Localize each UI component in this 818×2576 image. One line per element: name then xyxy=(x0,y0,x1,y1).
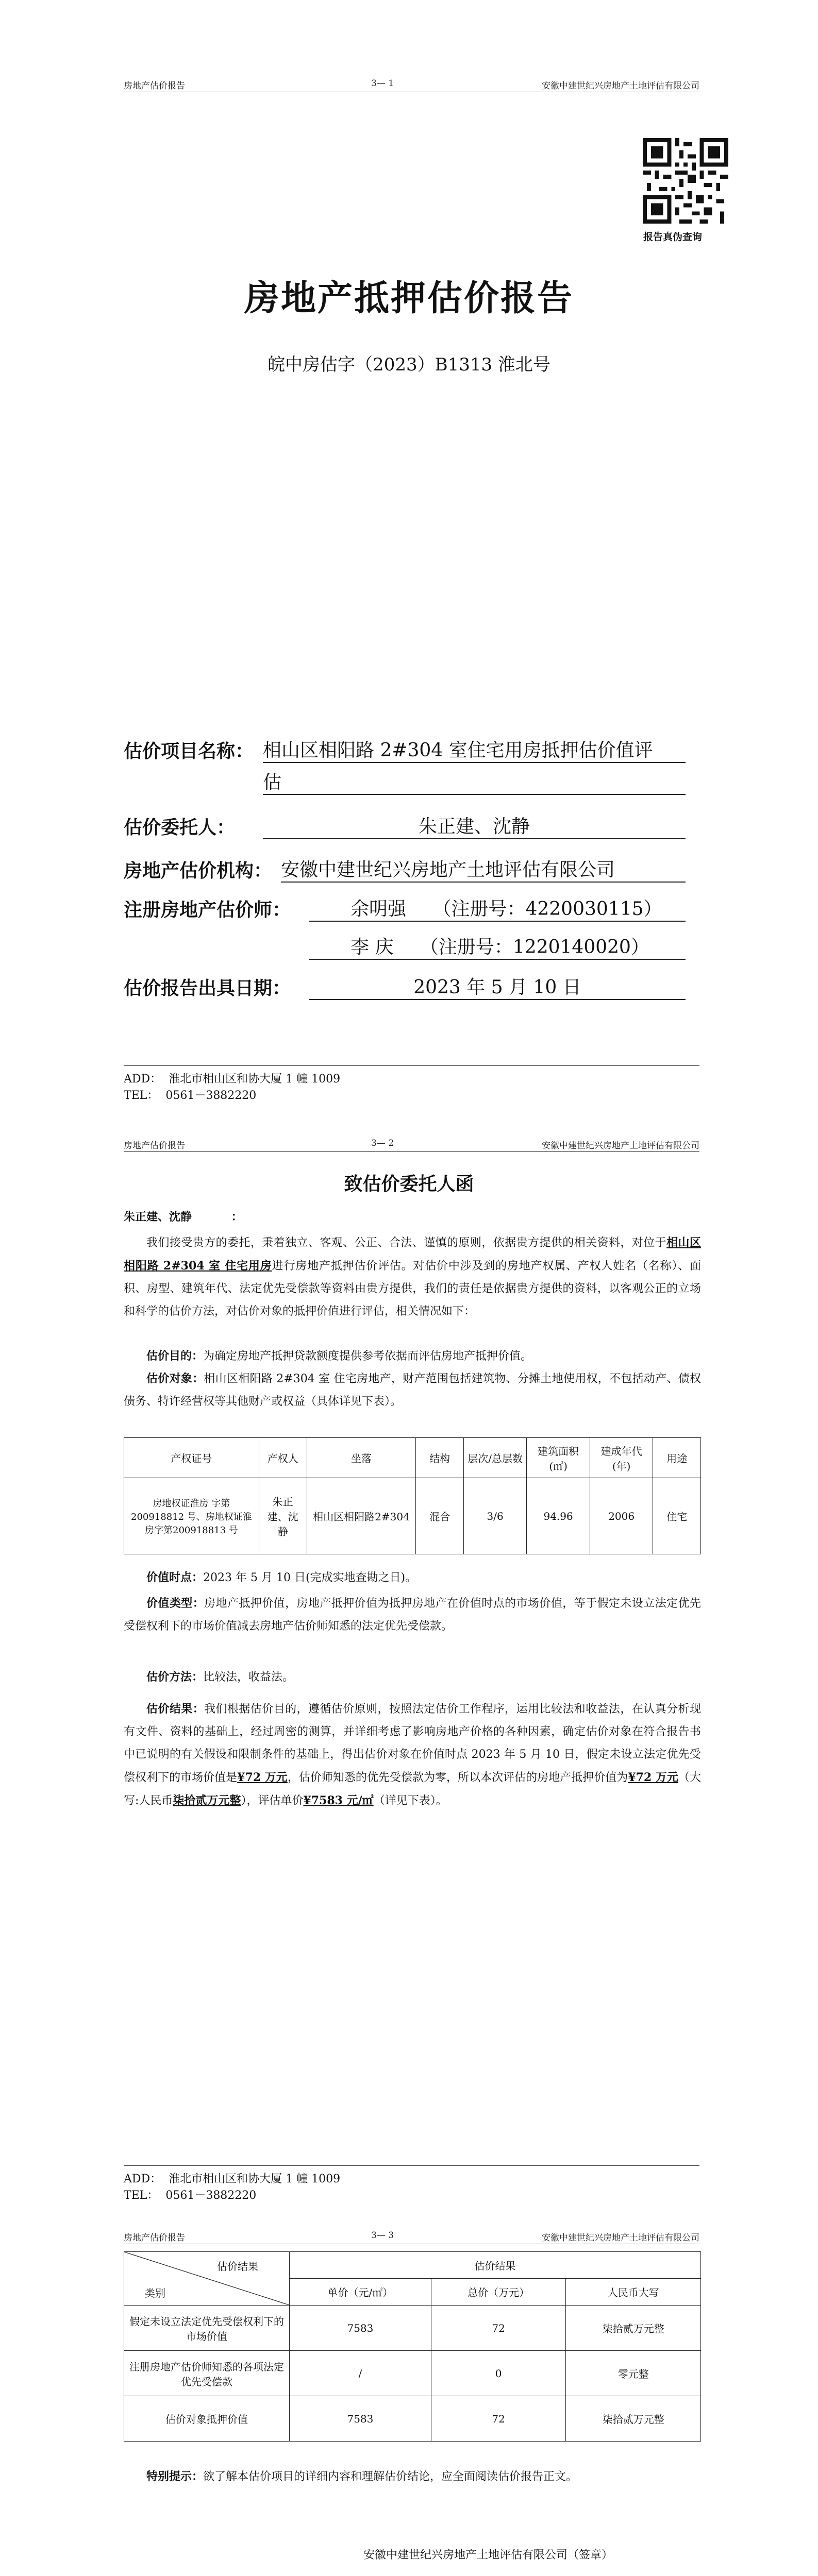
mortgage-value-amount: ¥72 万元 xyxy=(628,1771,678,1784)
header-page-number: 3— 1 xyxy=(371,78,394,89)
object-section xyxy=(124,1367,701,1413)
page-header xyxy=(124,76,699,92)
row-category: 注册房地产估价师知悉的各项法定优先受偿款 xyxy=(124,2351,290,2396)
amount-in-words: 柒拾贰万元整 xyxy=(173,1794,241,1807)
market-value-amount: ¥72 万元 xyxy=(237,1771,288,1784)
appraiser-2 xyxy=(309,933,686,960)
cell-use: 住宅 xyxy=(653,1478,701,1554)
row-category: 估价对象抵押价值 xyxy=(124,2396,290,2442)
page-results xyxy=(0,2200,818,2576)
appraiser-2-name: 李 庆 xyxy=(350,937,394,958)
row-total: 72 xyxy=(431,2306,566,2351)
footer-address: ADD： 淮北市相山区和协大厦 1 幢 1009 xyxy=(124,2173,341,2185)
value-date-label: 价值时点： xyxy=(146,1571,204,1584)
table-row xyxy=(124,2306,701,2351)
result-text-e: （详见下表）。 xyxy=(373,1794,447,1807)
property-table xyxy=(124,1437,701,1554)
col-header: 层次/总层数 xyxy=(463,1438,526,1478)
reminder-text: 欲了解本估价项目的详细内容和理解估价结论，应全面阅读估价报告正文。 xyxy=(203,2470,578,2483)
report-date-value: 2023 年 5 月 10 日 xyxy=(309,973,686,1000)
col-header: 坐落 xyxy=(307,1438,416,1478)
intro-text-a: 我们接受贵方的委托，秉着独立、客观、公正、合法、谨慎的原则，依据贵方提供的相关资料，对位于 xyxy=(146,1236,667,1249)
project-name-value: 相山区相阳路 2#304 室住宅用房抵押估价值评 xyxy=(263,736,686,763)
header-left: 房地产估价报告 xyxy=(124,81,185,91)
result-section xyxy=(124,1698,701,1812)
appraiser-1 xyxy=(309,894,686,922)
col-header: 产权证号 xyxy=(124,1438,259,1478)
sub-header-total: 总价（万元） xyxy=(431,2279,566,2306)
table-row xyxy=(124,2351,701,2396)
report-date-label: 估价报告出具日期： xyxy=(124,977,291,999)
col-header: 建成年代(年) xyxy=(590,1438,653,1478)
diag-top-label: 估价结果 xyxy=(217,2260,258,2273)
header-right: 安徽中建世纪兴房地产土地评估有限公司 xyxy=(542,1141,699,1151)
project-name-label: 估价项目名称： xyxy=(124,740,254,762)
qr-caption: 报告真伪查询 xyxy=(643,231,703,243)
header-right: 安徽中建世纪兴房地产土地评估有限公司 xyxy=(542,81,699,91)
cell-structure: 混合 xyxy=(416,1478,464,1554)
diag-bottom-label: 类别 xyxy=(145,2287,165,2299)
letter-title: 致估价委托人函 xyxy=(344,1173,474,1195)
header-page-number: 3— 2 xyxy=(371,1138,394,1148)
purpose-text: 为确定房地产抵押贷款额度提供参考依据而评估房地产抵押价值。 xyxy=(203,1350,532,1363)
page-footer xyxy=(124,1065,699,1104)
row-words: 零元整 xyxy=(566,2351,701,2396)
footer-phone: TEL： 0561－3882220 xyxy=(124,2189,257,2202)
row-total: 72 xyxy=(431,2396,566,2442)
client-label: 估价委托人： xyxy=(124,817,236,838)
row-words: 柒拾贰万元整 xyxy=(566,2396,701,2442)
property-address: 相山区相阳路 2#304 室 住宅用房 xyxy=(124,1236,701,1273)
method-text: 比较法，收益法。 xyxy=(203,1671,294,1684)
header-left: 房地产估价报告 xyxy=(124,2233,185,2243)
result-label: 估价结果： xyxy=(146,1702,205,1716)
cell-owner: 朱正建、沈静 xyxy=(259,1478,307,1554)
value-date-section xyxy=(124,1566,701,1589)
page-header xyxy=(124,2228,699,2244)
footer-phone: TEL： 0561－3882220 xyxy=(124,1089,257,1102)
appraiser-1-name: 余明强 xyxy=(350,899,407,920)
method-label: 估价方法： xyxy=(146,1670,204,1684)
header-left: 房地产估价报告 xyxy=(124,1141,185,1151)
result-text-a: 我们根据估价目的，遵循估价原则，按照法定估价工作程序，运用比较法和收益法，在认真分析现有文件、资料的基础上，经过周密的测算，并详细考虑了影响房地产价格的各种因素，确定估价对象在符合报告书中已说明的有关假设和限制条件的基础上，得出估价对象在价值时点 2023 年 5 月 10 日，假定未设立法定优先受偿权利下的市场价值是 xyxy=(124,1703,701,1784)
value-date-text: 2023 年 5 月 10 日(完成实地查勘之日)。 xyxy=(203,1571,417,1584)
row-unit-price: 7583 xyxy=(290,2396,431,2442)
company-signature: 安徽中建世纪兴房地产土地评估有限公司（签章） xyxy=(363,2549,613,2562)
object-text: 相山区相阳路 2#304 室 住宅房地产，财产范围包括建筑物、分摊土地使用权，不包括动产、债权债务、特许经营权等其他财产或权益（具体详见下表）。 xyxy=(124,1372,701,1408)
page-footer xyxy=(124,2165,699,2204)
cell-cert-no: 房地权证淮房 字第200918812 号、房地权证淮房字第200918813 号 xyxy=(124,1478,259,1554)
col-header: 建筑面积(㎡) xyxy=(527,1438,590,1478)
unit-price: ¥7583 元/㎡ xyxy=(303,1794,374,1807)
cell-year: 2006 xyxy=(590,1478,653,1554)
client-value: 朱正建、沈静 xyxy=(263,812,686,839)
page-letter xyxy=(0,1100,818,2200)
agency-value: 安徽中建世纪兴房地产土地评估有限公司 xyxy=(281,855,686,883)
letter-salutation: 朱正建、沈静 ： xyxy=(124,1210,243,1224)
special-reminder xyxy=(124,2465,701,2488)
footer-address: ADD： 淮北市相山区和协大厦 1 幢 1009 xyxy=(124,1073,341,1086)
col-header: 用途 xyxy=(653,1438,701,1478)
page-cover xyxy=(0,0,818,1100)
object-label: 估价对象： xyxy=(146,1372,204,1385)
value-type-section xyxy=(124,1592,701,1638)
purpose-section xyxy=(124,1345,701,1368)
col-header: 结构 xyxy=(416,1438,464,1478)
group-header: 估价结果 xyxy=(290,2252,701,2279)
appraiser-1-reg: （注册号：4220030115） xyxy=(432,899,662,920)
appraiser-2-reg: （注册号：1220140020） xyxy=(420,937,649,958)
row-unit-price: 7583 xyxy=(290,2306,431,2351)
report-title: 房地产抵押估价报告 xyxy=(244,278,574,319)
page-header xyxy=(124,1136,699,1152)
cell-location: 相山区相阳路2#304 xyxy=(307,1478,416,1554)
purpose-label: 估价目的： xyxy=(146,1349,204,1363)
row-unit-price: / xyxy=(290,2351,431,2396)
appraiser-label: 注册房地产估价师： xyxy=(124,899,291,921)
diagonal-header-cell xyxy=(124,2252,290,2306)
header-right: 安徽中建世纪兴房地产土地评估有限公司 xyxy=(542,2233,699,2243)
value-type-label: 价值类型： xyxy=(146,1597,205,1610)
agency-label: 房地产估价机构： xyxy=(124,860,273,882)
letter-intro xyxy=(124,1231,701,1323)
value-type-text: 房地产抵押价值，房地产抵押价值为抵押房地产在价值时点的市场价值，等于假定未设立法定优先受偿权利下的市场价值减去房地产估价师知悉的法定优先受偿款。 xyxy=(124,1597,701,1633)
header-page-number: 3— 3 xyxy=(371,2230,394,2241)
method-section xyxy=(124,1666,701,1689)
cell-area: 94.96 xyxy=(527,1478,590,1554)
cell-floor: 3/6 xyxy=(463,1478,526,1554)
results-header-row xyxy=(124,2252,701,2279)
qr-code-icon[interactable] xyxy=(643,138,728,224)
row-words: 柒拾贰万元整 xyxy=(566,2306,701,2351)
report-number: 皖中房估字（2023）B1313 淮北号 xyxy=(268,354,550,375)
col-header: 产权人 xyxy=(259,1438,307,1478)
row-category: 假定未设立法定优先受偿权利下的市场价值 xyxy=(124,2306,290,2351)
result-text-d: ），评估单价 xyxy=(241,1794,304,1807)
table-header-row xyxy=(124,1438,701,1478)
table-row xyxy=(124,2396,701,2442)
result-text-b: ，估价师知悉的优先受偿款为零，所以本次评估的房地产抵押价值为 xyxy=(287,1771,628,1784)
results-table xyxy=(124,2251,701,2442)
sub-header-unit: 单价（元/㎡） xyxy=(290,2279,431,2306)
result-text-c: （大写:人民币 xyxy=(124,1771,701,1807)
row-total: 0 xyxy=(431,2351,566,2396)
intro-text-c: 进行房地产抵押估价评估。对估价中涉及到的房地产权属、产权人姓名（名称）、面积、房型、建筑年代、法定优先受偿款等资料由贵方提供，我们的责任是依据贵方提供的资料，以客观公正的立场和科学的估价方法，对估价对象的抵押价值进行评估，相关情况如下： xyxy=(124,1260,701,1318)
reminder-label: 特别提示： xyxy=(146,2470,204,2483)
project-name-value-cont: 估 xyxy=(263,768,686,795)
sub-header-words: 人民币大写 xyxy=(566,2279,701,2306)
table-row xyxy=(124,1478,701,1554)
